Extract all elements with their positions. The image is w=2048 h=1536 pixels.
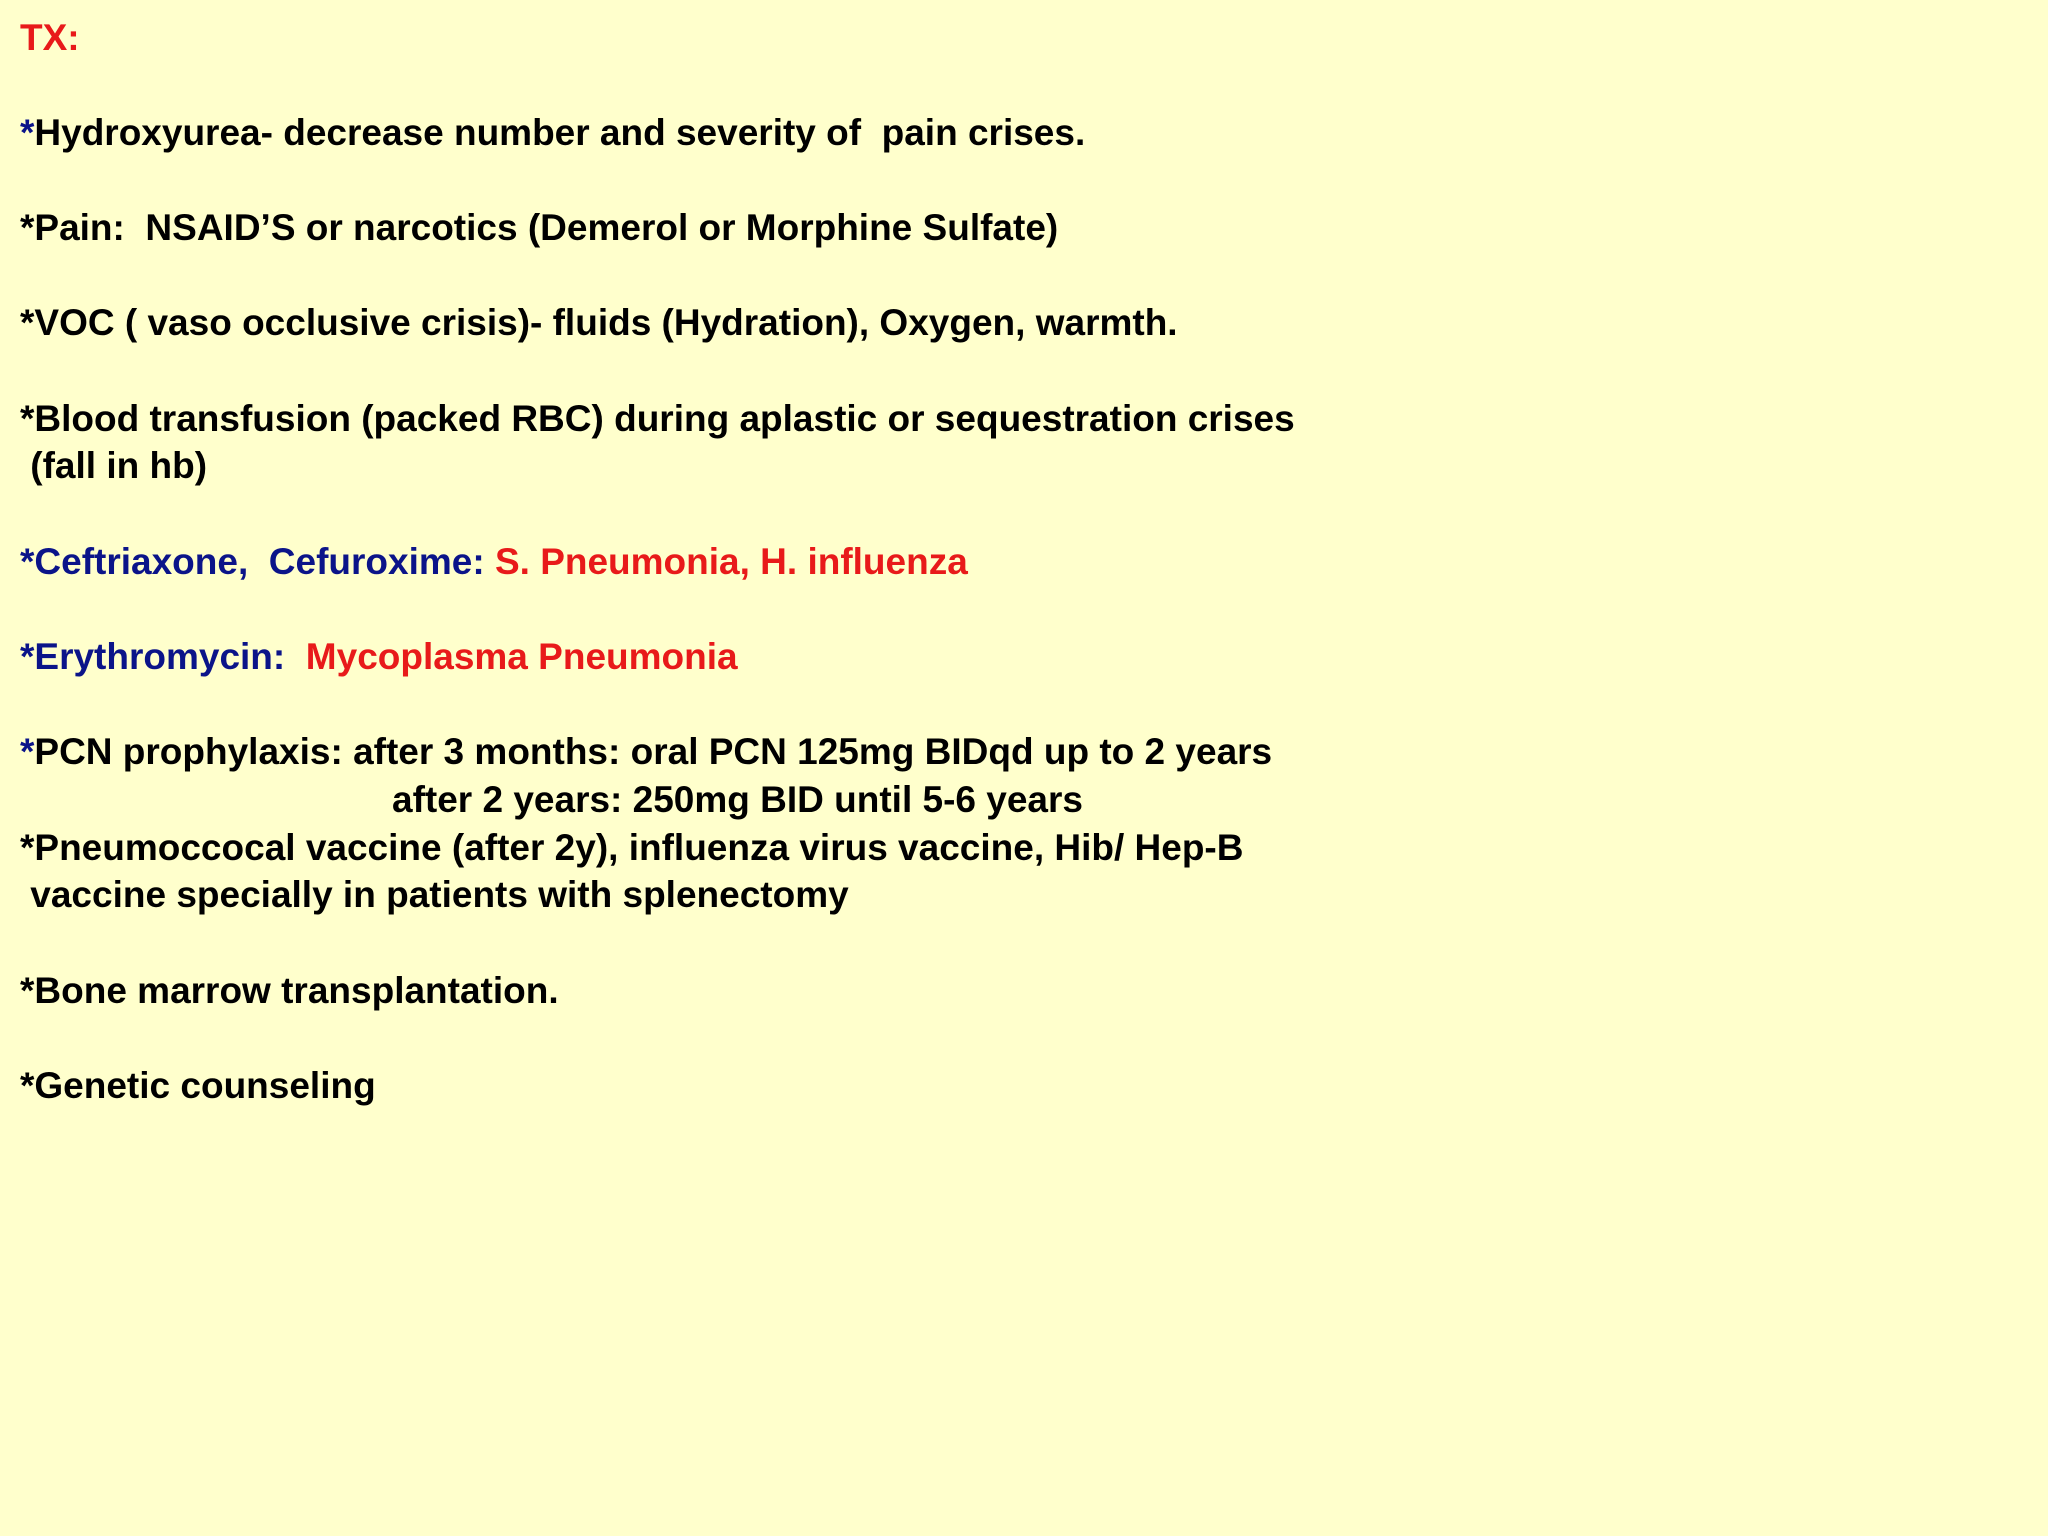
ceftriaxone-drugs: *Ceftriaxone, Cefuroxime: — [20, 541, 485, 582]
item-hydroxyurea — [20, 109, 1085, 157]
item-pain: *Pain: NSAID’S or narcotics (Demerol or Morphine Sulfate) — [20, 207, 1059, 248]
erythromycin-organism: Mycoplasma Pneumonia — [285, 636, 738, 677]
item-hydroxyurea-text: Hydroxyurea- decrease number and severity of pain crises. — [34, 112, 1086, 153]
item-vaccine-line2: vaccine specially in patients with splenectomy — [20, 874, 849, 915]
bullet-star: * — [20, 112, 35, 153]
erythromycin-drug: *Erythromycin: — [20, 636, 286, 677]
item-genetic: *Genetic counseling — [20, 1065, 376, 1106]
item-voc: *VOC ( vaso occlusive crisis)- fluids (Hydration), Oxygen, warmth. — [20, 302, 1178, 343]
item-pcn-line1 — [20, 728, 1272, 776]
item-transfusion-line2: (fall in hb) — [20, 445, 208, 486]
item-bone-marrow: *Bone marrow transplantation. — [20, 970, 559, 1011]
heading-tx: TX: — [20, 17, 80, 58]
ceftriaxone-organisms: S. Pneumonia, H. influenza — [484, 541, 968, 582]
item-vaccine-line1: *Pneumoccocal vaccine (after 2y), influenza virus vaccine, Hib/ Hep-B — [20, 827, 1244, 868]
item-transfusion-line1: *Blood transfusion (packed RBC) during aplastic or sequestration crises — [20, 398, 1295, 439]
item-pcn-line1-text: PCN prophylaxis: after 3 months: oral PCN 125mg BIDqd up to 2 years — [34, 731, 1273, 772]
bullet-star: * — [20, 731, 35, 772]
item-erythromycin — [20, 633, 738, 681]
item-ceftriaxone — [20, 538, 968, 586]
item-pcn-line2: after 2 years: 250mg BID until 5-6 years — [392, 779, 1083, 820]
